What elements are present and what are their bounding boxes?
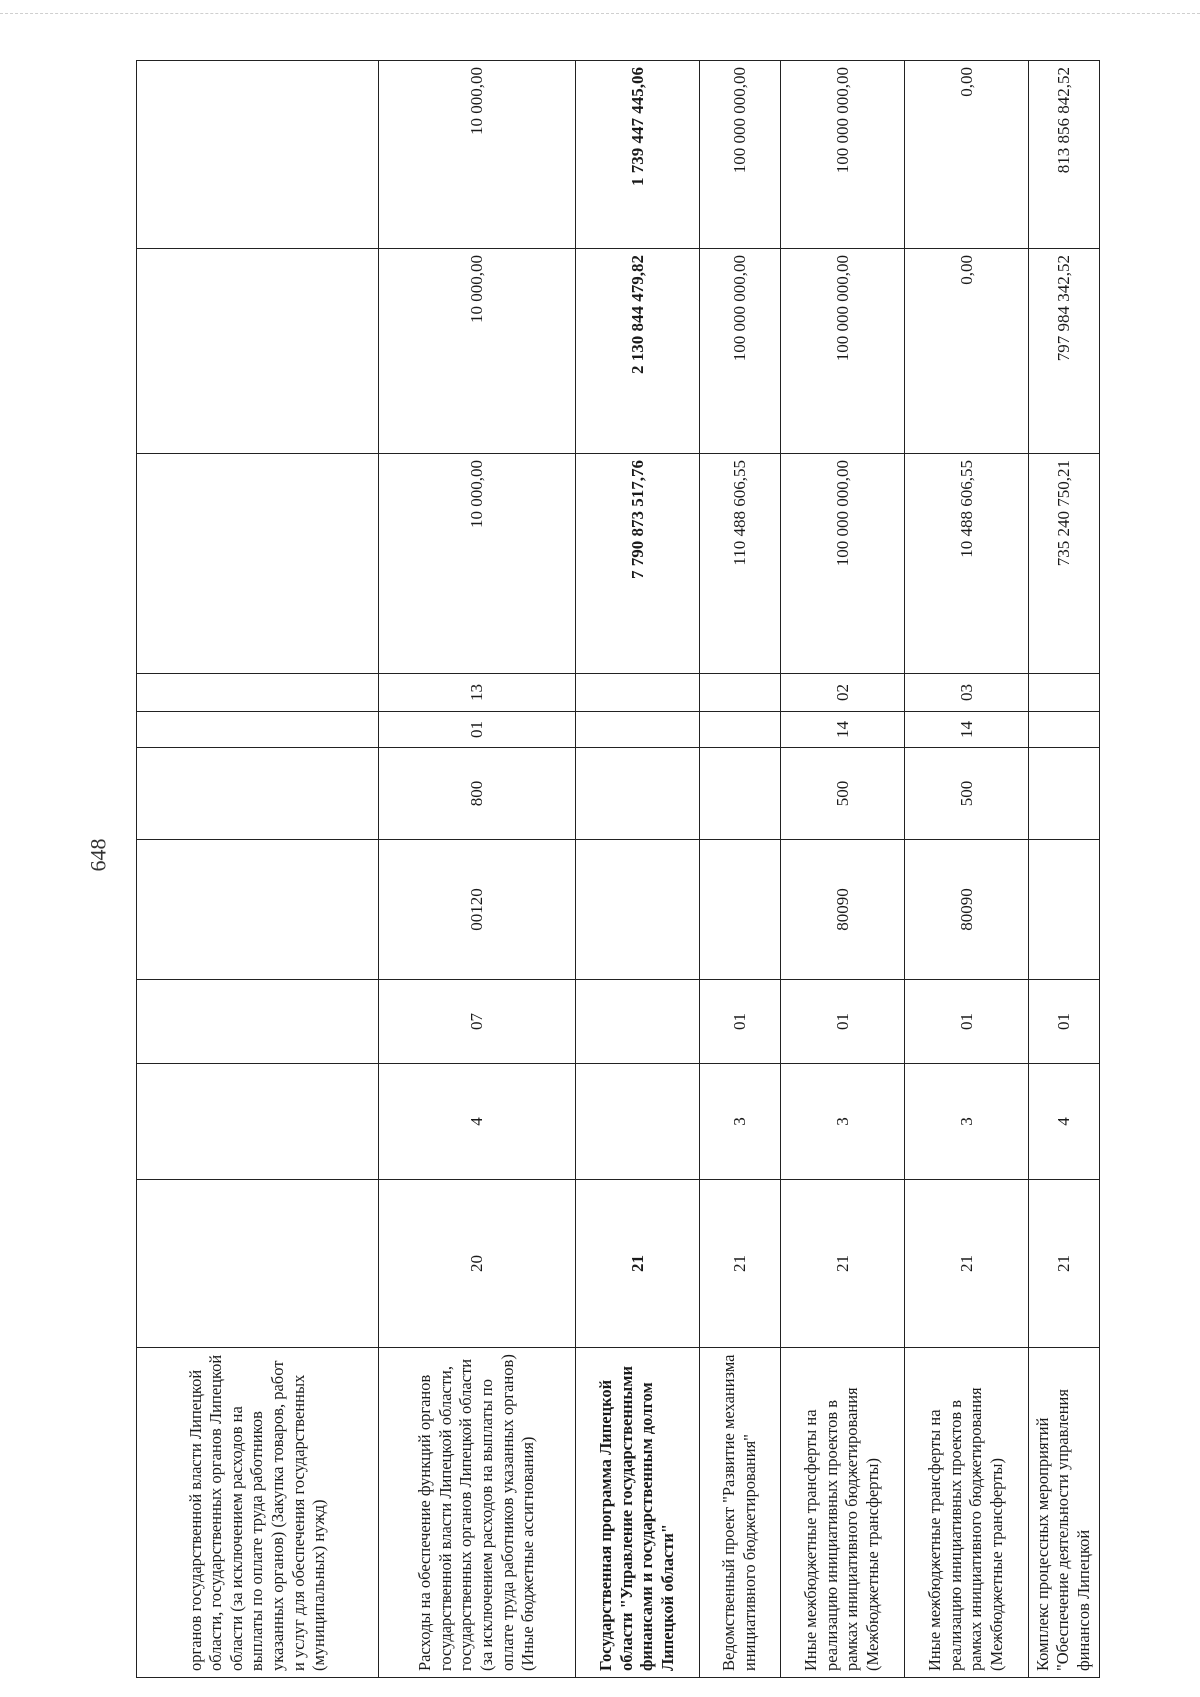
row-description: Комплекс процессных мероприятий "Обеспечение деятельности управления финансов Липецкой — [1028, 1348, 1099, 1678]
cell-code-6 — [699, 712, 780, 748]
cell-amount-3: 10 000,00 — [379, 61, 575, 249]
cell-code-7 — [1028, 674, 1099, 712]
cell-amount-1: 10 488 606,55 — [904, 454, 1028, 674]
cell-code-4 — [575, 840, 699, 980]
rotated-table-frame — [136, 61, 1100, 1678]
cell-code-2: 3 — [904, 1064, 1028, 1180]
table-row — [379, 61, 575, 1678]
cell-amount-1: 100 000 000,00 — [780, 454, 904, 674]
cell-code-3: 01 — [699, 980, 780, 1064]
cell-code-4: 80090 — [904, 840, 1028, 980]
cell-code-1: 21 — [575, 1180, 699, 1348]
cell-code-2: 4 — [379, 1064, 575, 1180]
cell-code-6: 01 — [379, 712, 575, 748]
cell-code-1: 21 — [780, 1180, 904, 1348]
cell-code-1: 21 — [904, 1180, 1028, 1348]
cell-code-4: 00120 — [379, 840, 575, 980]
cell-code-7 — [137, 674, 379, 712]
row-description: Иные межбюджетные трансферты на реализацию инициативных проектов в рамках инициативного бюджетирования (Межбюджетные трансферты) — [780, 1348, 904, 1678]
cell-amount-2: 0,00 — [904, 249, 1028, 454]
cell-code-1: 21 — [1028, 1180, 1099, 1348]
table-row — [137, 61, 379, 1678]
table-row — [904, 61, 1028, 1678]
cell-code-4 — [137, 840, 379, 980]
cell-amount-3: 100 000 000,00 — [780, 61, 904, 249]
row-description: органов государственной власти Липецкой области, государственных органов Липецкой области (за исключением расходов на выплаты по оплате труда работников указанных органов) (Закупка товаров, работ и услуг для обеспечения государственных (муниципальных) нужд) — [137, 1348, 379, 1678]
cell-code-6 — [137, 712, 379, 748]
cell-code-2 — [137, 1064, 379, 1180]
cell-amount-2: 10 000,00 — [379, 249, 575, 454]
table-row — [575, 61, 699, 1678]
cell-code-6 — [575, 712, 699, 748]
table-row — [1028, 61, 1099, 1678]
cell-code-5: 500 — [780, 748, 904, 840]
cell-code-3: 01 — [904, 980, 1028, 1064]
cell-amount-2: 100 000 000,00 — [699, 249, 780, 454]
cell-code-5 — [699, 748, 780, 840]
cell-amount-3: 813 856 842,52 — [1028, 61, 1099, 249]
cell-code-5 — [137, 748, 379, 840]
cell-code-3 — [575, 980, 699, 1064]
cell-code-1: 20 — [379, 1180, 575, 1348]
cell-code-7 — [699, 674, 780, 712]
cell-amount-3: 1 739 447 445,06 — [575, 61, 699, 249]
cell-amount-1: 110 488 606,55 — [699, 454, 780, 674]
row-description: Расходы на обеспечение функций органов государственной власти Липецкой области, государственных органов Липецкой области (за исключением расходов на выплаты по оплате труда работников указанных органов) (Иные бюджетные ассигнования) — [379, 1348, 575, 1678]
cell-amount-1 — [137, 454, 379, 674]
cell-amount-2: 797 984 342,52 — [1028, 249, 1099, 454]
cell-amount-3: 0,00 — [904, 61, 1028, 249]
cell-amount-1: 7 790 873 517,76 — [575, 454, 699, 674]
cell-code-6: 14 — [904, 712, 1028, 748]
cell-code-5: 800 — [379, 748, 575, 840]
cell-code-7 — [575, 674, 699, 712]
cell-code-5 — [1028, 748, 1099, 840]
cell-code-7: 02 — [780, 674, 904, 712]
cell-code-2: 3 — [780, 1064, 904, 1180]
cell-code-6 — [1028, 712, 1099, 748]
rotated-table-wrapper — [136, 61, 1200, 1671]
cell-code-6: 14 — [780, 712, 904, 748]
cell-code-3: 01 — [1028, 980, 1099, 1064]
cell-amount-1: 10 000,00 — [379, 454, 575, 674]
cell-amount-2 — [137, 249, 379, 454]
cell-code-3 — [137, 980, 379, 1064]
cell-code-1 — [137, 1180, 379, 1348]
cell-code-7: 13 — [379, 674, 575, 712]
table-row — [699, 61, 780, 1678]
row-description: Иные межбюджетные трансферты на реализацию инициативных проектов в рамках инициативного бюджетирования (Межбюджетные трансферты) — [904, 1348, 1028, 1678]
top-scan-rule — [0, 13, 1200, 14]
cell-code-2 — [575, 1064, 699, 1180]
cell-code-5 — [575, 748, 699, 840]
row-description: Государственная программа Липецкой области "Управление государственными финансами и государственным долгом Липецкой области" — [575, 1348, 699, 1678]
cell-code-5: 500 — [904, 748, 1028, 840]
row-description: Ведомственный проект "Развитие механизма инициативного бюджетирования" — [699, 1348, 780, 1678]
cell-amount-3: 100 000 000,00 — [699, 61, 780, 249]
cell-amount-2: 2 130 844 479,82 — [575, 249, 699, 454]
table-row — [780, 61, 904, 1678]
cell-code-3: 01 — [780, 980, 904, 1064]
cell-amount-3 — [137, 61, 379, 249]
page-number: 648 — [85, 838, 111, 872]
cell-code-2: 4 — [1028, 1064, 1099, 1180]
cell-amount-1: 735 240 750,21 — [1028, 454, 1099, 674]
cell-amount-2: 100 000 000,00 — [780, 249, 904, 454]
cell-code-1: 21 — [699, 1180, 780, 1348]
budget-table — [136, 60, 1100, 1678]
budget-table-body — [137, 61, 1100, 1678]
cell-code-4 — [699, 840, 780, 980]
cell-code-4 — [1028, 840, 1099, 980]
cell-code-7: 03 — [904, 674, 1028, 712]
cell-code-3: 07 — [379, 980, 575, 1064]
cell-code-4: 80090 — [780, 840, 904, 980]
cell-code-2: 3 — [699, 1064, 780, 1180]
